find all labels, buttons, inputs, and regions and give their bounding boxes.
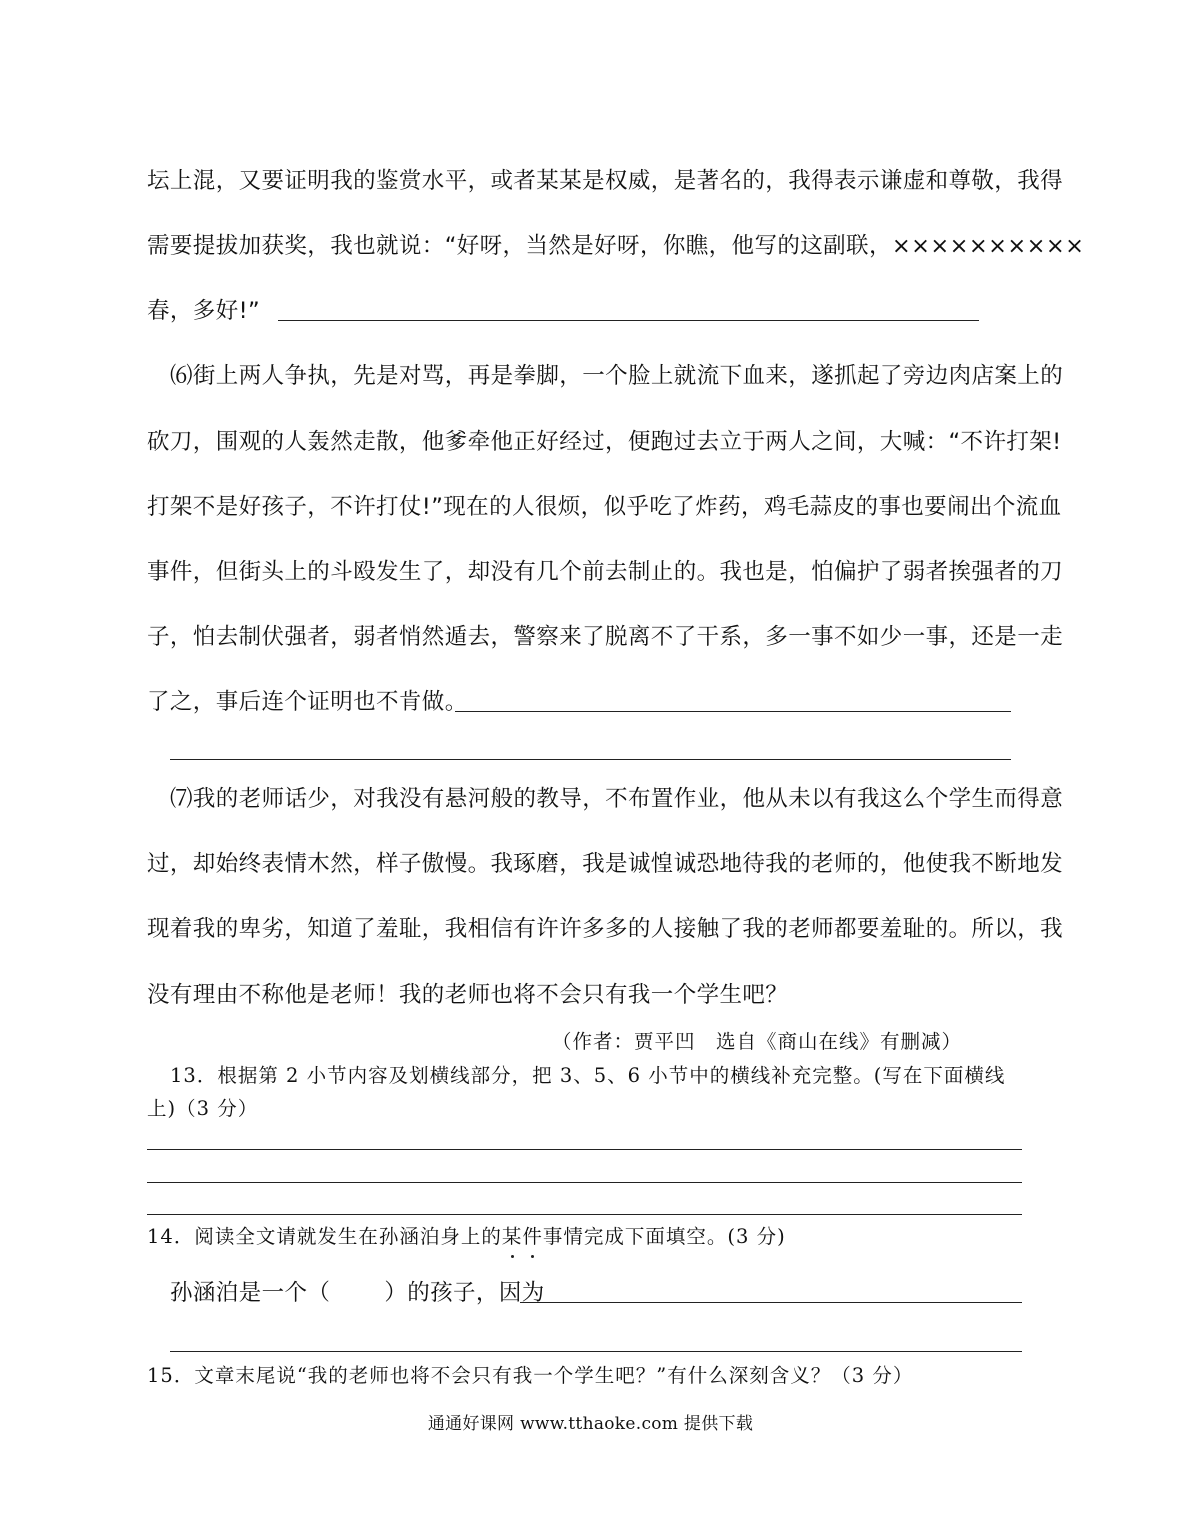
- passage-line: ⑹街上两人争执，先是对骂，再是拳脚，一个脸上就流下血来，遂抓起了旁边肉店案上的: [170, 363, 1064, 389]
- passage-line: ⑺我的老师话少，对我没有悬河般的教导，不布置作业，他从未以有我这么个学生而得意: [170, 786, 1064, 812]
- passage-line: 砍刀，围观的人轰然走散，他爹牵他正好经过，便跑过去立于两人之间，大喊：“不许打架!: [147, 429, 1062, 455]
- question-14-suffix: 事情完成下面填空。(3 分): [542, 1225, 786, 1248]
- page-footer: 通通好课网 www.tthaoke.com 提供下载: [427, 1414, 754, 1434]
- passage-line: 需要提拔加获奖，我也就说：“好呀，当然是好呀，你瞧，他写的这副联，××××××××××: [147, 233, 1085, 259]
- question-14-prefix: 14．阅读全文请就发生在孙涵泊身上的: [147, 1225, 502, 1248]
- source-attribution: （作者：贾平凹 选自《商山在线》有删减）: [552, 1030, 963, 1053]
- answer-line[interactable]: [147, 1214, 1022, 1215]
- passage-line: 子，怕去制伏强者，弱者悄然遁去，警察来了脱离不了干系，多一事不如少一事，还是一走: [147, 624, 1064, 650]
- question-13: 13．根据第 2 小节内容及划横线部分，把 3、5、6 小节中的横线补充完整。(写在下面横线: [170, 1064, 1006, 1087]
- question-14-fill: [170, 1278, 545, 1308]
- answer-line[interactable]: [147, 1182, 1022, 1183]
- fill-text-end: ）的孩子，因为: [384, 1280, 545, 1306]
- passage-line: 事件，但街头上的斗殴发生了，却没有几个前去制止的。我也是，怕偏护了弱者挨强者的刀: [147, 559, 1064, 585]
- question-15: 15．文章末尾说“我的老师也将不会只有我一个学生吧？”有什么深刻含义？（3 分）: [147, 1364, 914, 1387]
- answer-line[interactable]: [170, 759, 1011, 760]
- fill-text-start: 孙涵泊是一个（: [170, 1280, 331, 1306]
- passage-line: 过，却始终表情木然，样子傲慢。我琢磨，我是诚惶诚恐地待我的老师的，他使我不断地发: [147, 851, 1064, 877]
- passage-line: 没有理由不称他是老师！我的老师也将不会只有我一个学生吧？: [147, 982, 789, 1008]
- answer-line[interactable]: [520, 1302, 1022, 1303]
- passage-line: 打架不是好孩子，不许打仗!”现在的人很烦，似乎吃了炸药，鸡毛蒜皮的事也要闹出个流血: [147, 494, 1062, 520]
- passage-line: 现着我的卑劣，知道了羞耻，我相信有许许多多的人接触了我的老师都要羞耻的。所以，我: [147, 916, 1064, 942]
- emphasis-dot-char: 某: [502, 1222, 523, 1252]
- answer-line[interactable]: [278, 320, 979, 321]
- passage-line: 春，多好!”: [147, 298, 261, 324]
- passage-line: 了之，事后连个证明也不肯做。: [147, 689, 468, 715]
- question-14: [147, 1222, 786, 1252]
- answer-line[interactable]: [147, 1149, 1022, 1150]
- answer-line[interactable]: [170, 1351, 1022, 1352]
- emphasis-dot-char: 件: [522, 1222, 543, 1252]
- answer-line[interactable]: [455, 711, 1011, 712]
- passage-line: 坛上混，又要证明我的鉴赏水平，或者某某是权威，是著名的，我得表示谦虚和尊敬，我得: [147, 168, 1064, 194]
- question-13-cont: 上)（3 分）: [147, 1097, 259, 1120]
